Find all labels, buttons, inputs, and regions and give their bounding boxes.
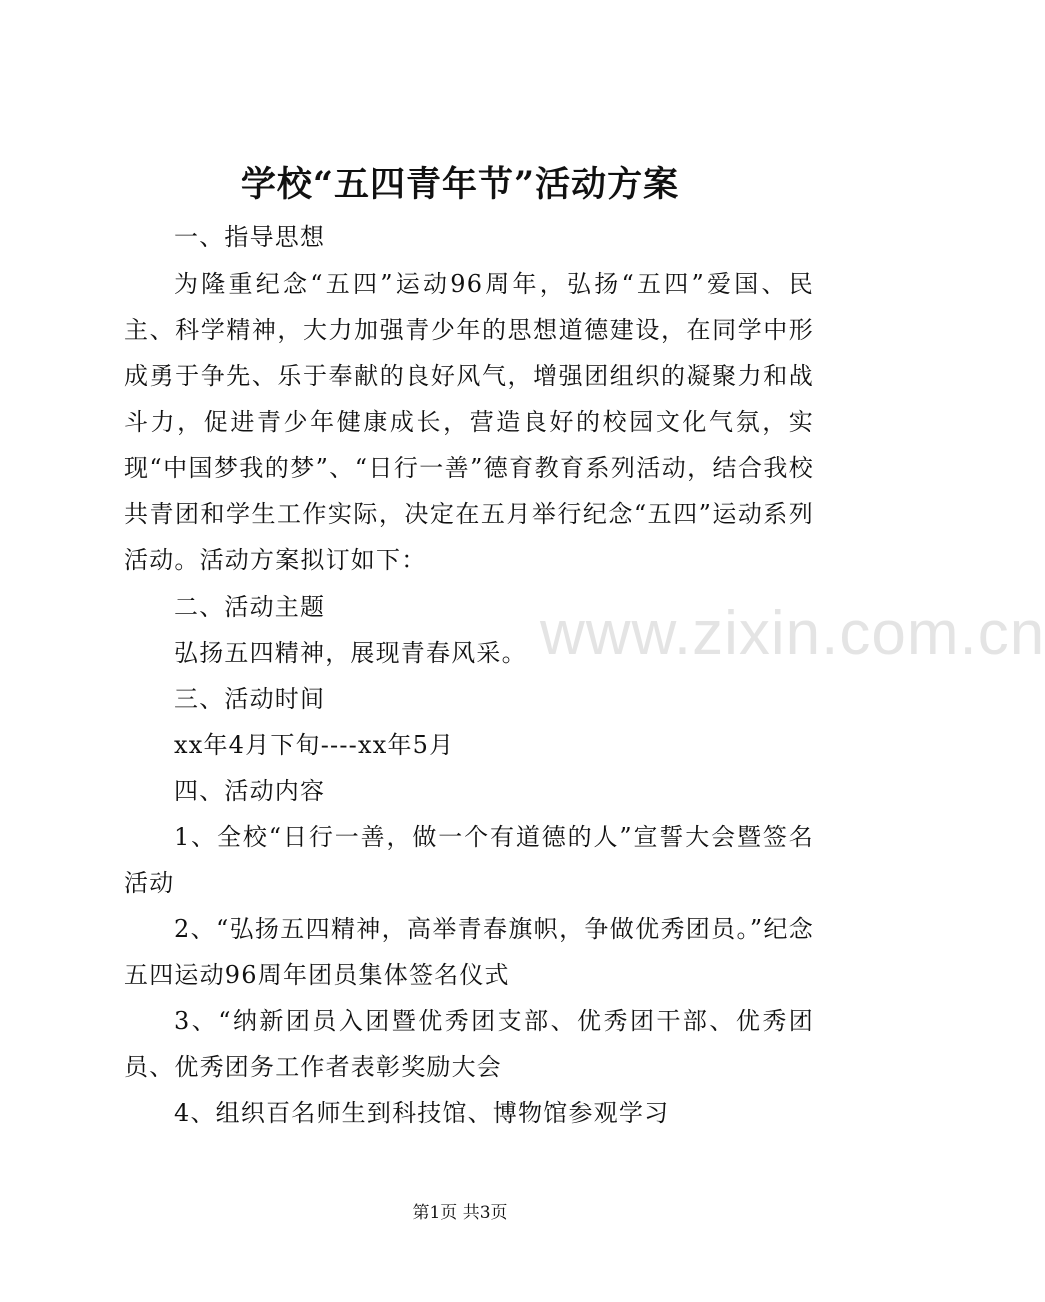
paragraph-time: xx年4月下旬----xx年5月: [174, 731, 455, 759]
watermark: www.zixin.com.cn: [540, 599, 1045, 668]
list-item-3: 3、“纳新团员入团暨优秀团支部、优秀团干部、优秀团员、优秀团务工作者表彰奖励大会: [124, 1007, 814, 1081]
list-item-4: 4、组织百名师生到科技馆、博物馆参观学习: [174, 1099, 670, 1127]
section-heading-theme: 二、活动主题: [174, 593, 326, 621]
document-title: 学校“五四青年节”活动方案: [240, 164, 680, 205]
list-item-2: 2、“弘扬五四精神，高举青春旗帜，争做优秀团员。”纪念五四运动96周年团员集体签名仪式: [124, 915, 814, 989]
section-heading-time: 三、活动时间: [174, 685, 326, 713]
list-item-1: 1、全校“日行一善，做一个有道德的人”宣誓大会暨签名活动: [124, 823, 814, 897]
page-footer: 第1页 共3页: [412, 1203, 508, 1223]
section-heading-content: 四、活动内容: [174, 777, 326, 805]
paragraph-theme: 弘扬五四精神，展现青春风采。: [174, 639, 527, 667]
paragraph-guiding-thought: 为隆重纪念“五四”运动96周年，弘扬“五四”爱国、民主、科学精神，大力加强青少年的思想道德建设，在同学中形成勇于争先、乐于奉献的良好风气，增强团组织的凝聚力和战斗力，促进青少年健康成长，营造良好的校园文化气氛，实现“中国梦我的梦”、“日行一善”德育教育系列活动，结合我校共青团和学生工作实际，决定在五月举行纪念“五四”运动系列活动。活动方案拟订如下：: [124, 270, 814, 574]
section-heading-guiding-thought: 一、指导思想: [174, 223, 326, 251]
